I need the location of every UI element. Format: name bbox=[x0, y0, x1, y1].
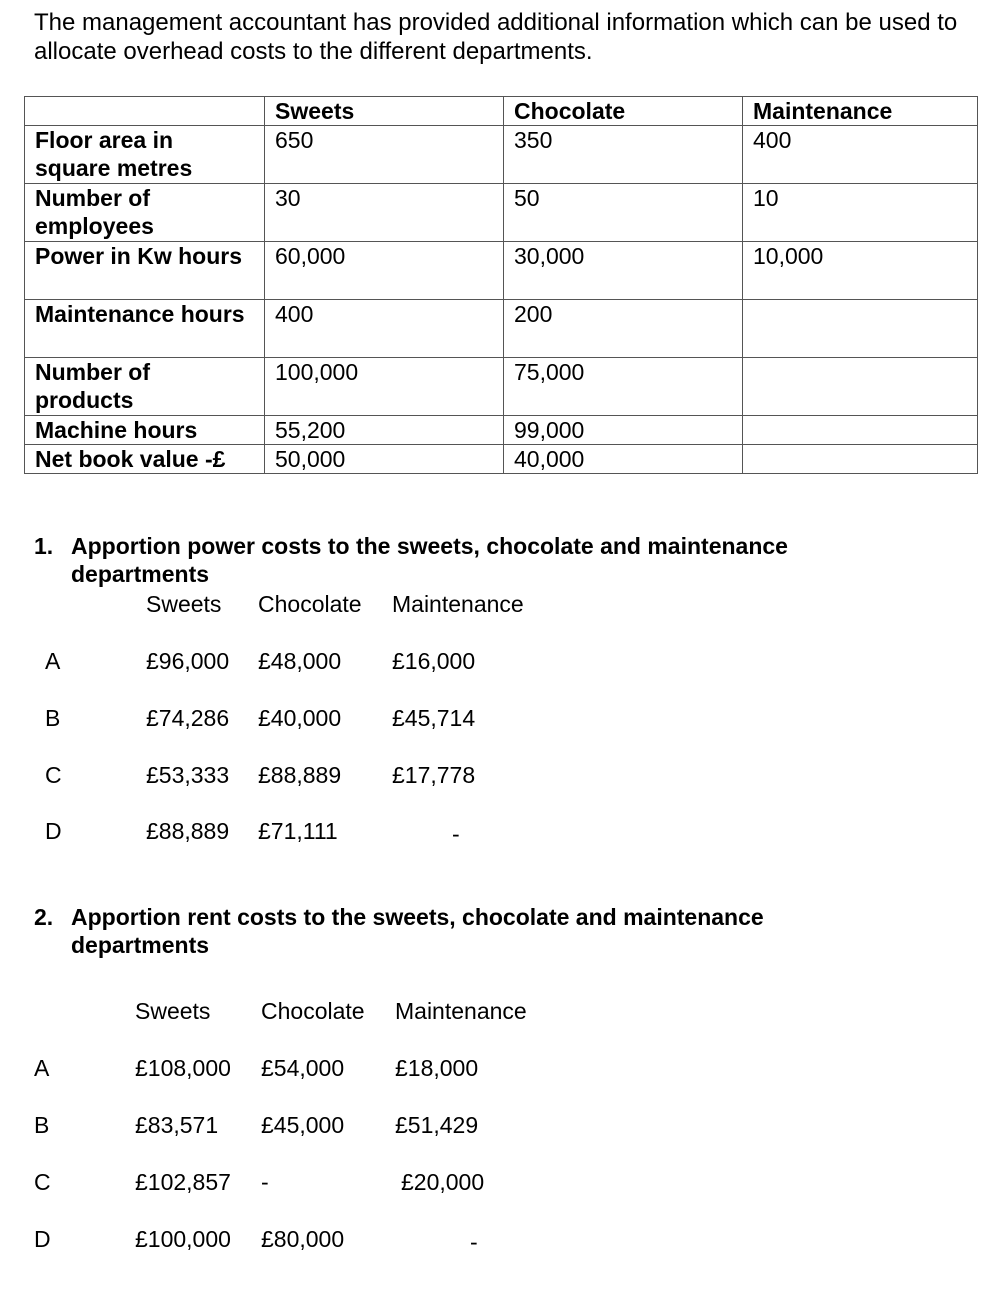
table-row bbox=[25, 445, 978, 474]
q2-option-b-sweets: £83,571 bbox=[135, 1112, 219, 1138]
table-row bbox=[25, 416, 978, 445]
question-1-title: Apportion power costs to the sweets, chocolate and maintenance departments bbox=[71, 533, 788, 587]
q1-option-d-chocolate: £71,111 bbox=[258, 818, 338, 844]
q1-option-b-chocolate: £40,000 bbox=[258, 705, 342, 731]
table-cell: 99,000 bbox=[504, 416, 743, 445]
q1-option-c-sweets: £53,333 bbox=[146, 762, 230, 788]
table-cell: 650 bbox=[265, 126, 504, 184]
row-label: Power in Kw hours bbox=[25, 242, 265, 300]
table-header-cell: Maintenance bbox=[743, 97, 978, 126]
q1-option-a-sweets: £96,000 bbox=[146, 648, 230, 674]
q1-header-sweets: Sweets bbox=[146, 591, 222, 617]
q1-option-a-maintenance: £16,000 bbox=[392, 648, 476, 674]
table-cell: 400 bbox=[743, 126, 978, 184]
table-row bbox=[25, 242, 978, 300]
q2-option-b-letter[interactable]: B bbox=[34, 1112, 50, 1138]
q2-option-a-sweets: £108,000 bbox=[135, 1055, 231, 1081]
table-cell: 100,000 bbox=[265, 358, 504, 416]
table-row bbox=[25, 184, 978, 242]
table-cell bbox=[743, 416, 978, 445]
table-cell: 400 bbox=[265, 300, 504, 358]
q2-option-a-chocolate: £54,000 bbox=[261, 1055, 345, 1081]
q1-option-a-letter[interactable]: A bbox=[45, 648, 61, 674]
q1-header-chocolate: Chocolate bbox=[258, 591, 362, 617]
row-label: Net book value -£ bbox=[25, 445, 265, 474]
table-cell: 55,200 bbox=[265, 416, 504, 445]
row-label: Machine hours bbox=[25, 416, 265, 445]
question-2-number: 2. bbox=[34, 904, 54, 930]
table-cell: 10,000 bbox=[743, 242, 978, 300]
department-data-table bbox=[24, 96, 978, 474]
q1-option-d-sweets: £88,889 bbox=[146, 818, 230, 844]
table-cell: 350 bbox=[504, 126, 743, 184]
row-label: Maintenance hours bbox=[25, 300, 265, 358]
q1-option-d-maintenance: - bbox=[452, 821, 460, 847]
q2-option-d-sweets: £100,000 bbox=[135, 1226, 231, 1252]
q2-header-sweets: Sweets bbox=[135, 998, 211, 1024]
table-cell: 50,000 bbox=[265, 445, 504, 474]
q2-option-c-chocolate: - bbox=[261, 1169, 269, 1195]
table-row bbox=[25, 126, 978, 184]
q1-option-c-letter[interactable]: C bbox=[45, 762, 62, 788]
q2-option-c-maintenance: £20,000 bbox=[401, 1169, 485, 1195]
q2-option-a-maintenance: £18,000 bbox=[395, 1055, 479, 1081]
question-1-number: 1. bbox=[34, 533, 54, 559]
q1-option-a-chocolate: £48,000 bbox=[258, 648, 342, 674]
table-cell bbox=[743, 300, 978, 358]
table-cell: 200 bbox=[504, 300, 743, 358]
q2-header-maintenance: Maintenance bbox=[395, 998, 527, 1024]
q2-header-chocolate: Chocolate bbox=[261, 998, 365, 1024]
q2-option-d-letter[interactable]: D bbox=[34, 1226, 51, 1252]
table-cell bbox=[743, 445, 978, 474]
table-header-cell: Chocolate bbox=[504, 97, 743, 126]
table-cell bbox=[743, 358, 978, 416]
table-header-cell bbox=[25, 97, 265, 126]
row-label: Number of products bbox=[25, 358, 265, 416]
q2-option-b-maintenance: £51,429 bbox=[395, 1112, 479, 1138]
q2-option-a-letter[interactable]: A bbox=[34, 1055, 50, 1081]
table-cell: 75,000 bbox=[504, 358, 743, 416]
q2-option-c-letter[interactable]: C bbox=[34, 1169, 51, 1195]
q1-option-d-letter[interactable]: D bbox=[45, 818, 62, 844]
q1-option-b-sweets: £74,286 bbox=[146, 705, 230, 731]
table-cell: 30,000 bbox=[504, 242, 743, 300]
table-cell: 30 bbox=[265, 184, 504, 242]
q1-option-c-chocolate: £88,889 bbox=[258, 762, 342, 788]
q2-option-b-chocolate: £45,000 bbox=[261, 1112, 345, 1138]
table-row bbox=[25, 358, 978, 416]
intro-text: The management accountant has provided additional information which can be used to allocate overhead costs to the different departments. bbox=[34, 9, 958, 65]
q2-option-d-maintenance: - bbox=[470, 1229, 478, 1255]
q2-option-d-chocolate: £80,000 bbox=[261, 1226, 345, 1252]
row-label: Number of employees bbox=[25, 184, 265, 242]
table-cell: 50 bbox=[504, 184, 743, 242]
table-header-row bbox=[25, 97, 978, 126]
q1-option-b-maintenance: £45,714 bbox=[392, 705, 476, 731]
row-label: Floor area in square metres bbox=[25, 126, 265, 184]
q1-option-c-maintenance: £17,778 bbox=[392, 762, 476, 788]
question-2-title: Apportion rent costs to the sweets, chocolate and maintenance departments bbox=[71, 904, 764, 958]
table-cell: 60,000 bbox=[265, 242, 504, 300]
table-cell: 10 bbox=[743, 184, 978, 242]
table-row bbox=[25, 300, 978, 358]
table-cell: 40,000 bbox=[504, 445, 743, 474]
q1-option-b-letter[interactable]: B bbox=[45, 705, 61, 731]
q2-option-c-sweets: £102,857 bbox=[135, 1169, 231, 1195]
table-header-cell: Sweets bbox=[265, 97, 504, 126]
q1-header-maintenance: Maintenance bbox=[392, 591, 524, 617]
